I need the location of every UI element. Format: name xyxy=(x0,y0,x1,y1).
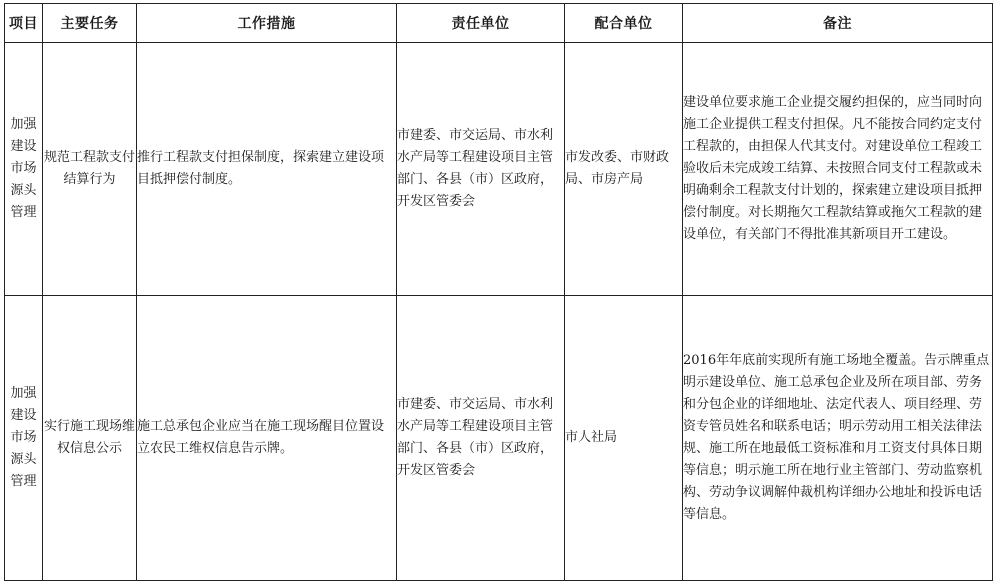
header-measures: 工作措施 xyxy=(137,4,397,43)
cell-responsible: 市建委、市交运局、市水利水产局等工程建设项目主管部门、各县（市）区政府，开发区管委会 xyxy=(397,296,565,581)
cell-measures: 推行工程款支付担保制度，探索建立建设项目抵押偿付制度。 xyxy=(137,43,397,296)
policy-table xyxy=(4,3,993,581)
table-row xyxy=(5,43,993,296)
cell-cooperating: 市人社局 xyxy=(565,296,683,581)
cell-notes: 建设单位要求施工企业提交履约担保的，应当同时向施工企业提供工程支付担保。凡不能按合同约定支付工程款的，由担保人代其支付。对建设单位工程竣工验收后未完成竣工结算、未按照合同支付工程款或未明确剩余工程款支付计划的，探索建立建设项目抵押偿付制度。对长期拖欠工程款结算或拖欠工程款的建设单位，有关部门不得批准其新项目开工建设。 xyxy=(683,43,993,296)
header-project: 项目 xyxy=(5,4,43,43)
cell-project xyxy=(5,296,43,581)
cell-measures: 施工总承包企业应当在施工现场醒目位置设立农民工维权信息告示牌。 xyxy=(137,296,397,581)
cell-main-task: 规范工程款支付结算行为 xyxy=(43,43,137,296)
header-cooperating: 配合单位 xyxy=(565,4,683,43)
header-main-task: 主要任务 xyxy=(43,4,137,43)
header-notes: 备注 xyxy=(683,4,993,43)
table-row xyxy=(5,296,993,581)
header-responsible: 责任单位 xyxy=(397,4,565,43)
cell-responsible: 市建委、市交运局、市水利水产局等工程建设项目主管部门、各县（市）区政府，开发区管委会 xyxy=(397,43,565,296)
cell-main-task: 实行施工现场维权信息公示 xyxy=(43,296,137,581)
cell-notes: 2016年年底前实现所有施工场地全覆盖。告示牌重点明示建设单位、施工总承包企业及所在项目部、劳务和分包企业的详细地址、法定代表人、项目经理、劳资专管员姓名和联系电话；明示劳动用工相关法律法规、施工所在地最低工资标准和月工资支付具体日期等信息；明示施工所在地行业主管部门、劳动监察机构、劳动争议调解仲裁机构详细办公地址和投诉电话等信息。 xyxy=(683,296,993,581)
table-header-row xyxy=(5,4,993,43)
cell-cooperating: 市发改委、市财政局、市房产局 xyxy=(565,43,683,296)
cell-project xyxy=(5,43,43,296)
project-text: 加强建设市场源头管理 xyxy=(10,386,37,489)
project-text: 加强建设市场源头管理 xyxy=(10,117,37,220)
